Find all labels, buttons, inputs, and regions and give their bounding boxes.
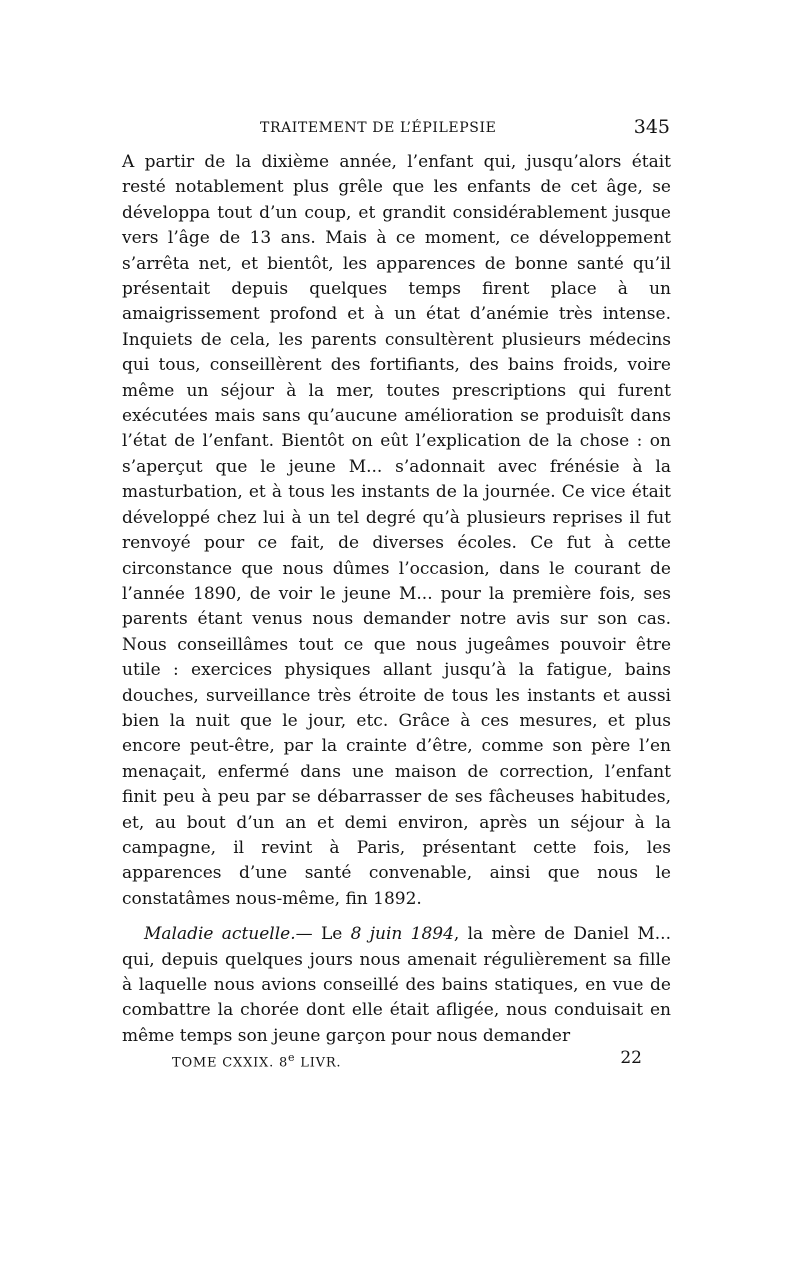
running-title: TRAITEMENT DE L’ÉPILEPSIE bbox=[260, 120, 497, 136]
page-number: 345 bbox=[633, 116, 670, 138]
paragraph-2-text: , la mère de Daniel M... qui, depuis quelques jours nous amenait régulièrement sa fille à laquelle nous avions conseillé des bains statiques, en vue de combattre la chorée dont elle était afligée, nous conduisait en même temps son jeune garçon pour nous demander bbox=[122, 924, 671, 1046]
signature-sup: e bbox=[288, 1051, 296, 1064]
page-header bbox=[122, 116, 670, 142]
signature-end: LIVR. bbox=[295, 1055, 342, 1071]
section-lead: Maladie actuelle. bbox=[144, 924, 296, 945]
paragraph-1: A partir de la dixième année, l’enfant qui, jusqu’alors était resté notablement plus grêle que les enfants de cet âge, se développa tout d’un coup, et grandit considérablement jusque vers l’âge de 13 ans. Mais à ce moment, ce développement s’arrêta net, et bientôt, les apparences de bonne santé qu’il présentait depuis quelques temps firent place à un amaigrissement profond et à un état d’anémie très intense. Inquiets de cela, les parents consultèrent plusieurs médecins qui tous, conseillèrent des fortifiants, des bains froids, voire même un séjour à la mer, toutes prescriptions qui furent exécutées mais sans qu’aucune amélioration se produisît dans l’état de l’enfant. Bientôt on eût l’explication de la chose : on s’aperçut que le jeune M... s’adonnait avec frénésie à la masturbation, et à tous les instants de la journée. Ce vice était développé chez lui à un tel degré qu’à plusieurs reprises il fut renvoyé pour ce fait, de diverses écoles. Ce fut à cette circonstance que nous dûmes l’occasion, dans le courant de l’année 1890, de voir le jeune M... pour la première fois, ses parents étant venus nous demander notre avis sur son cas. Nous conseillâmes tout ce que nous jugeâmes pouvoir être utile : exercices physiques allant jusqu’à la fatigue, bains douches, surveillance très étroite de tous les instants et aussi bien la nuit que le jour, etc. Grâce à ces mesures, et plus encore peut-être, par la crainte d’être, comme son père l’en menaçait, enfermé dans une maison de correction, l’enfant finit peu à peu par se débarrasser de ses fâcheuses habitudes, et, au bout d’un an et demi environ, après un séjour à la campagne, il revint à Paris, présentant cette fois, les apparences d’une santé convenable, ainsi que nous le constatâmes nous-même, fin 1892. bbox=[122, 152, 671, 909]
sheet-number: 22 bbox=[620, 1048, 642, 1068]
signature-mark bbox=[172, 1051, 341, 1070]
paragraph-2 bbox=[122, 922, 671, 1049]
page-body bbox=[122, 150, 671, 1049]
signature-text: TOME CXXIX. 8 bbox=[172, 1055, 289, 1071]
lead-dash: — Le bbox=[295, 924, 351, 945]
page-footer bbox=[172, 1048, 642, 1072]
date-phrase: 8 juin 1894 bbox=[350, 924, 454, 945]
